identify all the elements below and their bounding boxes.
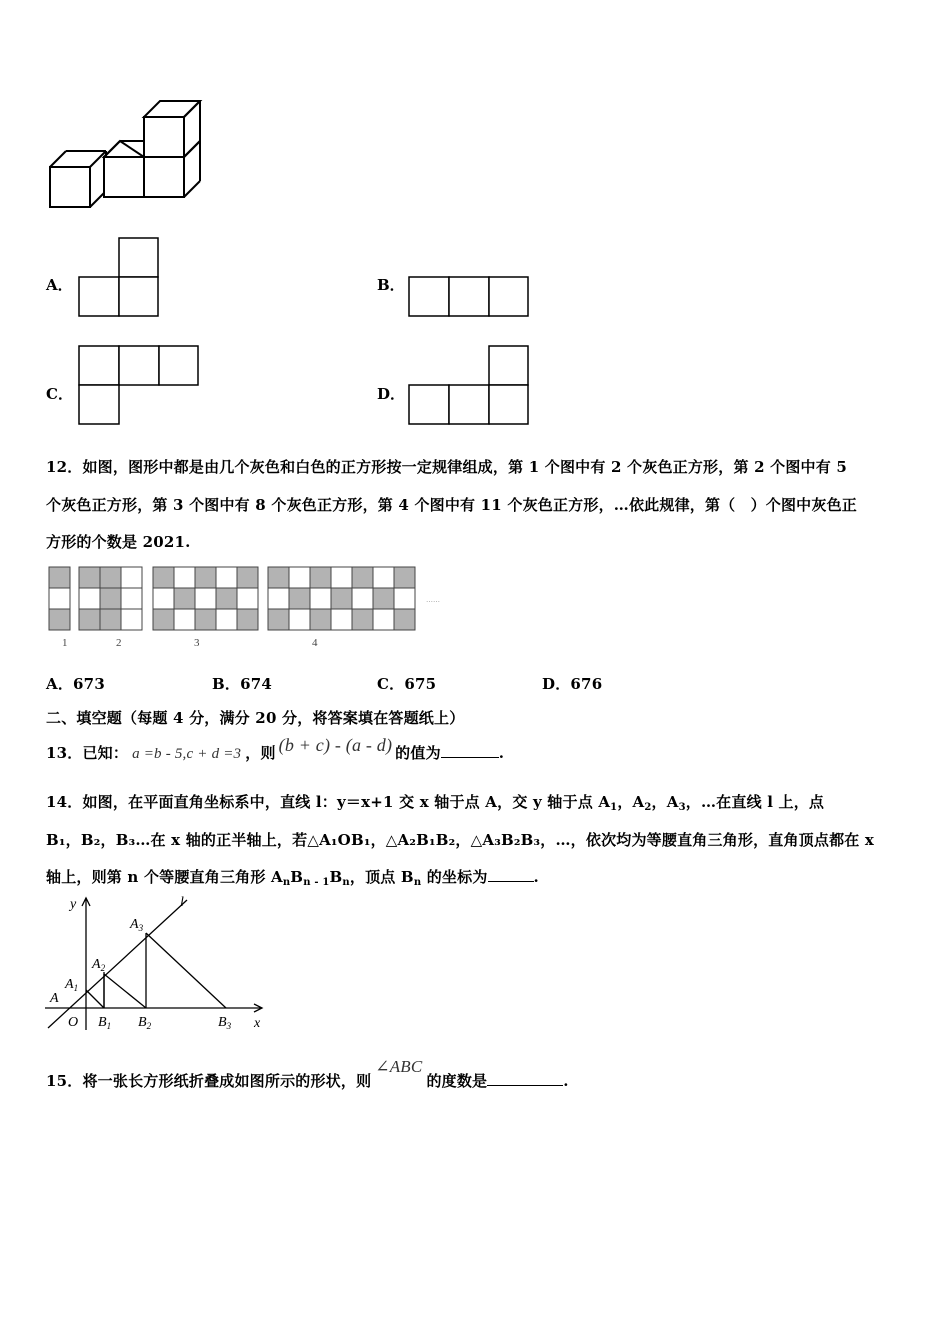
option-b-figure[interactable] <box>408 276 530 319</box>
pattern-label-2: 2 <box>116 637 122 649</box>
q13-end: . <box>498 744 505 762</box>
q13-expression: (b + c) - (a - d) <box>278 735 393 755</box>
section2-heading: 二、填空题（每题 4 分，满分 20 分，将答案填在答题纸上） <box>46 709 465 727</box>
q12-pattern-figure <box>44 562 454 654</box>
q14-answer-blank[interactable] <box>488 867 534 882</box>
q14-coordinate-graph <box>40 890 280 1040</box>
svg-text:x: x <box>254 1016 261 1031</box>
q12-option-d-value: 676 <box>570 675 603 693</box>
q14-text-line3: 轴上，则第 n 个等腰直角三角形 $A_nB_{n - 1}B_n$，顶点 $B_n$ 的坐标为 . <box>46 868 539 888</box>
q12-option-c-label: C． <box>377 675 405 693</box>
q12-option-b-label: B． <box>212 675 241 693</box>
pattern-ellipsis: …… <box>426 596 440 604</box>
cube-stack-figure <box>40 95 210 215</box>
svg-text:B2: $B_2$ <box>138 1015 152 1031</box>
q15-answer-blank[interactable] <box>487 1071 563 1086</box>
option-a-label[interactable]: A． <box>46 276 73 294</box>
svg-text:y: y <box>70 897 77 912</box>
svg-text:A2: $A_2$ <box>92 957 106 973</box>
q13-suffix: 的值为 <box>395 744 441 762</box>
q15-angle: ∠ABC <box>375 1057 423 1076</box>
q12-text-line2: 个灰色正方形，第 3 个图中有 8 个灰色正方形，第 4 个图中有 11 个灰色正方形，…依此规律，第（ ）个图中灰色正 <box>46 496 857 514</box>
pattern-fig-1 <box>49 567 70 630</box>
option-b-label[interactable]: B． <box>377 276 405 294</box>
q13-prefix: 13．已知： <box>46 744 129 762</box>
svg-text:O: O <box>68 1015 79 1030</box>
svg-text:B3: $B_3$ <box>218 1015 232 1031</box>
q12-option-c[interactable] <box>377 673 436 694</box>
option-c-label[interactable]: C． <box>46 385 73 403</box>
q12-option-b[interactable] <box>212 673 272 694</box>
pattern-label-1: 1 <box>62 637 68 649</box>
q12-option-a[interactable] <box>46 673 105 694</box>
svg-text:A3: $A_3$ <box>130 917 144 933</box>
q12-text-line3: 方形的个数是 2021. <box>46 533 191 551</box>
option-d-figure[interactable] <box>408 345 530 427</box>
q12-option-a-value: 673 <box>73 675 105 693</box>
q13-text <box>46 735 505 763</box>
option-a-figure[interactable] <box>78 237 160 319</box>
option-c-figure[interactable] <box>78 345 200 427</box>
q12-option-a-label: A． <box>46 675 74 693</box>
q15-text <box>46 1057 569 1091</box>
pattern-label-3: 3 <box>194 637 200 649</box>
svg-text:A: A <box>50 991 59 1006</box>
svg-text:B1: $B_1$ <box>98 1015 112 1031</box>
q12-text-line1: 12．如图，图形中都是由几个灰色和白色的正方形按一定规律组成，第 1 个图中有 2 个灰色正方形，第 2 个图中有 5 <box>46 458 847 476</box>
q15-end: . <box>563 1072 569 1090</box>
q14-text-line2: B₁，B₂，B₃…在 x 轴的正半轴上，若△A₁OB₁，△A₂B₁B₂，△A₃B₂B₃，…，依次均为等腰直角三角形，直角顶点都在 x <box>46 831 875 849</box>
q12-option-d-label: D． <box>542 675 571 693</box>
q14-text-line1: 14．如图，在平面直角坐标系中，直线 l：y＝x+1 交 x 轴于点 A，交 y 轴于点 $A_1$，$A_2$，$A_3$，…在直线 l 上，点 <box>46 793 825 813</box>
q13-condition: a =b - 5,c + d =3 <box>132 746 242 762</box>
svg-text:A1: $A_1$ <box>65 977 79 993</box>
svg-text:l: l <box>180 895 184 910</box>
q12-option-d[interactable] <box>542 673 602 694</box>
q15-prefix: 15．将一张长方形纸折叠成如图所示的形状，则 <box>46 1072 372 1090</box>
pattern-fig-2 <box>79 567 142 630</box>
q12-option-c-value: 675 <box>404 675 437 693</box>
option-d-label[interactable]: D． <box>377 385 406 403</box>
pattern-fig-4 <box>268 567 415 630</box>
q13-answer-blank[interactable] <box>441 743 499 758</box>
pattern-fig-3 <box>153 567 258 630</box>
pattern-label-4: 4 <box>312 637 318 649</box>
q15-suffix: 的度数是 <box>426 1072 488 1090</box>
q12-option-b-value: 674 <box>240 675 273 693</box>
q13-mid: ，则 <box>245 744 276 762</box>
